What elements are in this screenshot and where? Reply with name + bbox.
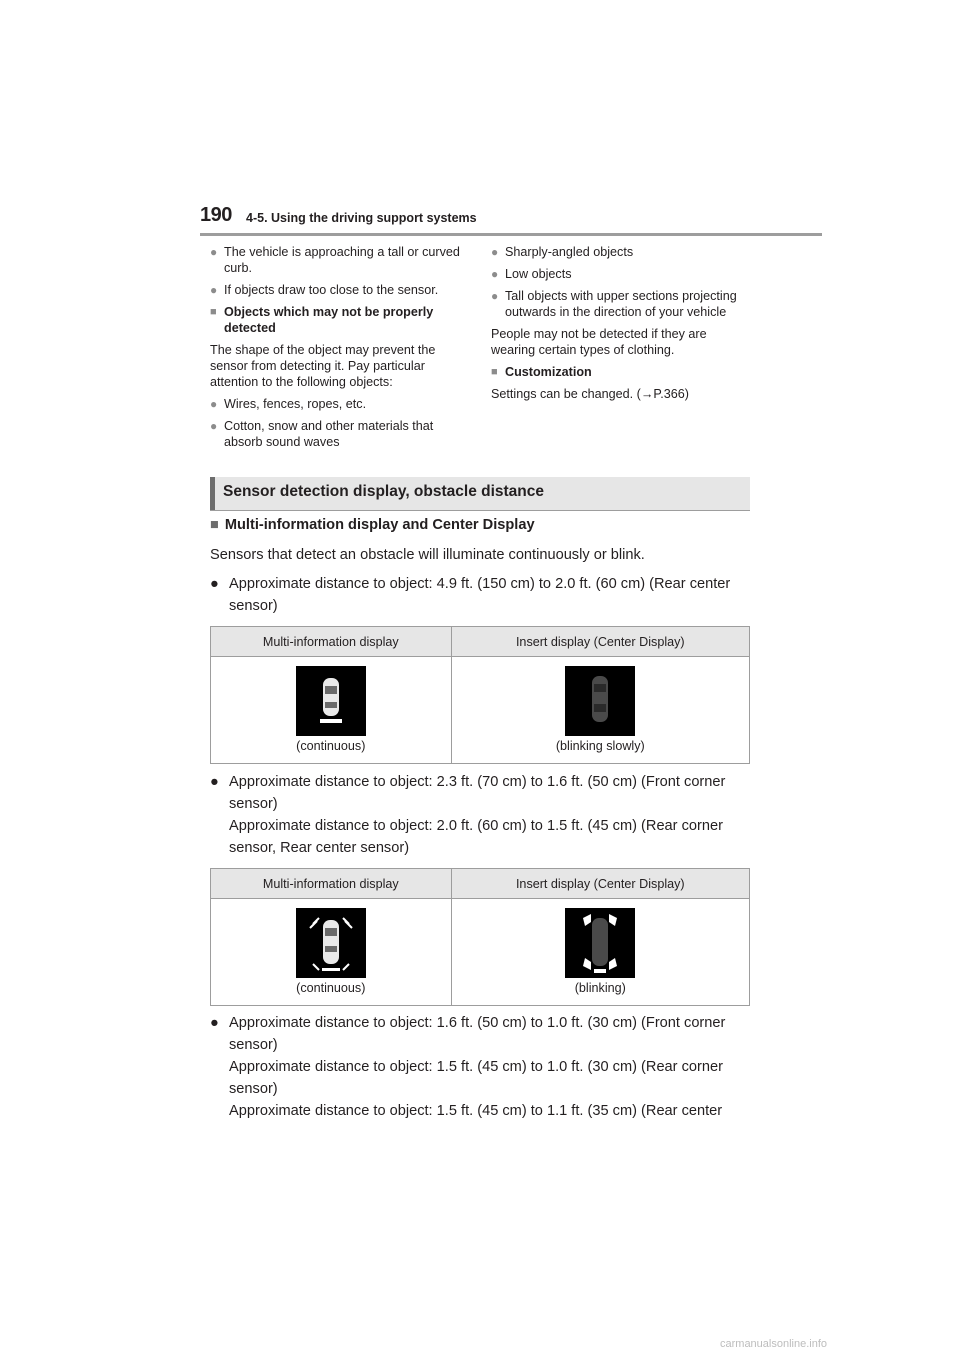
car-display-icon bbox=[565, 908, 635, 978]
bullet-icon: ● bbox=[491, 267, 499, 281]
table-header: Insert display (Center Display) bbox=[451, 869, 749, 899]
table-cell bbox=[451, 657, 749, 764]
bullet-icon: ● bbox=[210, 283, 218, 297]
car-display-icon bbox=[296, 666, 366, 736]
distance-item: ● Approximate distance to object: 4.9 ft. (150 cm) to 2.0 ft. (60 cm) (Rear center sensor) bbox=[210, 573, 755, 617]
right-column bbox=[491, 244, 743, 408]
distance-item: ● Approximate distance to object: 2.3 ft. (70 cm) to 1.6 ft. (50 cm) (Front corner sensor) Approximate distance to object: 2.0 ft. (60 cm) to 1.5 ft. (45 cm) (Rear corner sensor, Rear center sensor) bbox=[210, 771, 755, 859]
settings-reference: Settings can be changed. (→P.366) bbox=[491, 387, 689, 401]
list-item: ● Sharply-angled objects bbox=[491, 245, 634, 259]
list-item: ● Cotton, snow and other materials that absorb sound waves bbox=[210, 419, 434, 449]
left-column bbox=[210, 244, 462, 456]
header-rule bbox=[200, 233, 822, 236]
square-bullet-icon: ■ bbox=[491, 366, 498, 378]
bullet-icon: ● bbox=[210, 397, 218, 411]
caption: (blinking) bbox=[574, 981, 626, 995]
table-header: Multi-information display bbox=[211, 869, 452, 899]
car-display-icon bbox=[296, 908, 366, 978]
intro-text: Sensors that detect an obstacle will illuminate continuously or blink. bbox=[210, 547, 645, 563]
square-bullet-icon: ■ bbox=[210, 306, 217, 318]
distance-item: ● Approximate distance to object: 1.6 ft. (50 cm) to 1.0 ft. (30 cm) (Front corner sensor) Approximate distance to object: 1.5 ft. (45 cm) to 1.0 ft. (30 cm) (Rear corner sensor) Approximate distance to object: 1.5 ft. (45 cm) to 1.1 ft. (35 cm) (Rear center bbox=[210, 1012, 755, 1122]
section-title: 4-5. Using the driving support systems bbox=[246, 211, 477, 225]
section-banner bbox=[210, 477, 750, 511]
subsection-heading: ■ Multi-information display and Center Display bbox=[210, 517, 535, 533]
page-number: 190 bbox=[200, 204, 232, 226]
bullet-icon: ● bbox=[210, 245, 218, 259]
subheading: ■ Objects which may not be properly detected bbox=[210, 305, 434, 335]
paragraph: The shape of the object may prevent the sensor from detecting it. Pay particular attention to the following objects: bbox=[210, 343, 436, 389]
list-item: ● Tall objects with upper sections projecting outwards in the direction of your vehicle bbox=[491, 289, 737, 319]
bullet-icon: ● bbox=[210, 419, 218, 433]
bullet-icon: ● bbox=[210, 774, 219, 790]
banner-accent bbox=[210, 477, 215, 510]
table-cell bbox=[211, 899, 452, 1006]
bullet-icon: ● bbox=[210, 576, 219, 592]
square-bullet-icon: ■ bbox=[210, 517, 219, 533]
table-cell bbox=[451, 899, 749, 1006]
display-table bbox=[210, 626, 750, 764]
banner-title: Sensor detection display, obstacle distance bbox=[223, 483, 545, 500]
list-item: ● Low objects bbox=[491, 267, 572, 281]
table-header: Multi-information display bbox=[211, 627, 452, 657]
bullet-icon: ● bbox=[210, 1015, 219, 1031]
car-display-icon bbox=[565, 666, 635, 736]
caption: (blinking slowly) bbox=[555, 739, 645, 753]
bullet-icon: ● bbox=[491, 245, 499, 259]
caption: (continuous) bbox=[296, 739, 366, 753]
list-item: ● Wires, fences, ropes, etc. bbox=[210, 397, 367, 411]
bullet-icon: ● bbox=[491, 289, 499, 303]
paragraph: People may not be detected if they are wearing certain types of clothing. bbox=[491, 327, 707, 357]
display-table bbox=[210, 868, 750, 1006]
table-cell bbox=[211, 657, 452, 764]
list-item: ● The vehicle is approaching a tall or curved curb. bbox=[210, 245, 460, 275]
list-item: ● If objects draw too close to the sensor. bbox=[210, 283, 439, 297]
table-header: Insert display (Center Display) bbox=[451, 627, 749, 657]
caption: (continuous) bbox=[296, 981, 366, 995]
subheading: ■ Customization bbox=[491, 365, 592, 379]
page-header bbox=[200, 204, 822, 234]
watermark: carmanualsonline.info bbox=[720, 1338, 828, 1350]
